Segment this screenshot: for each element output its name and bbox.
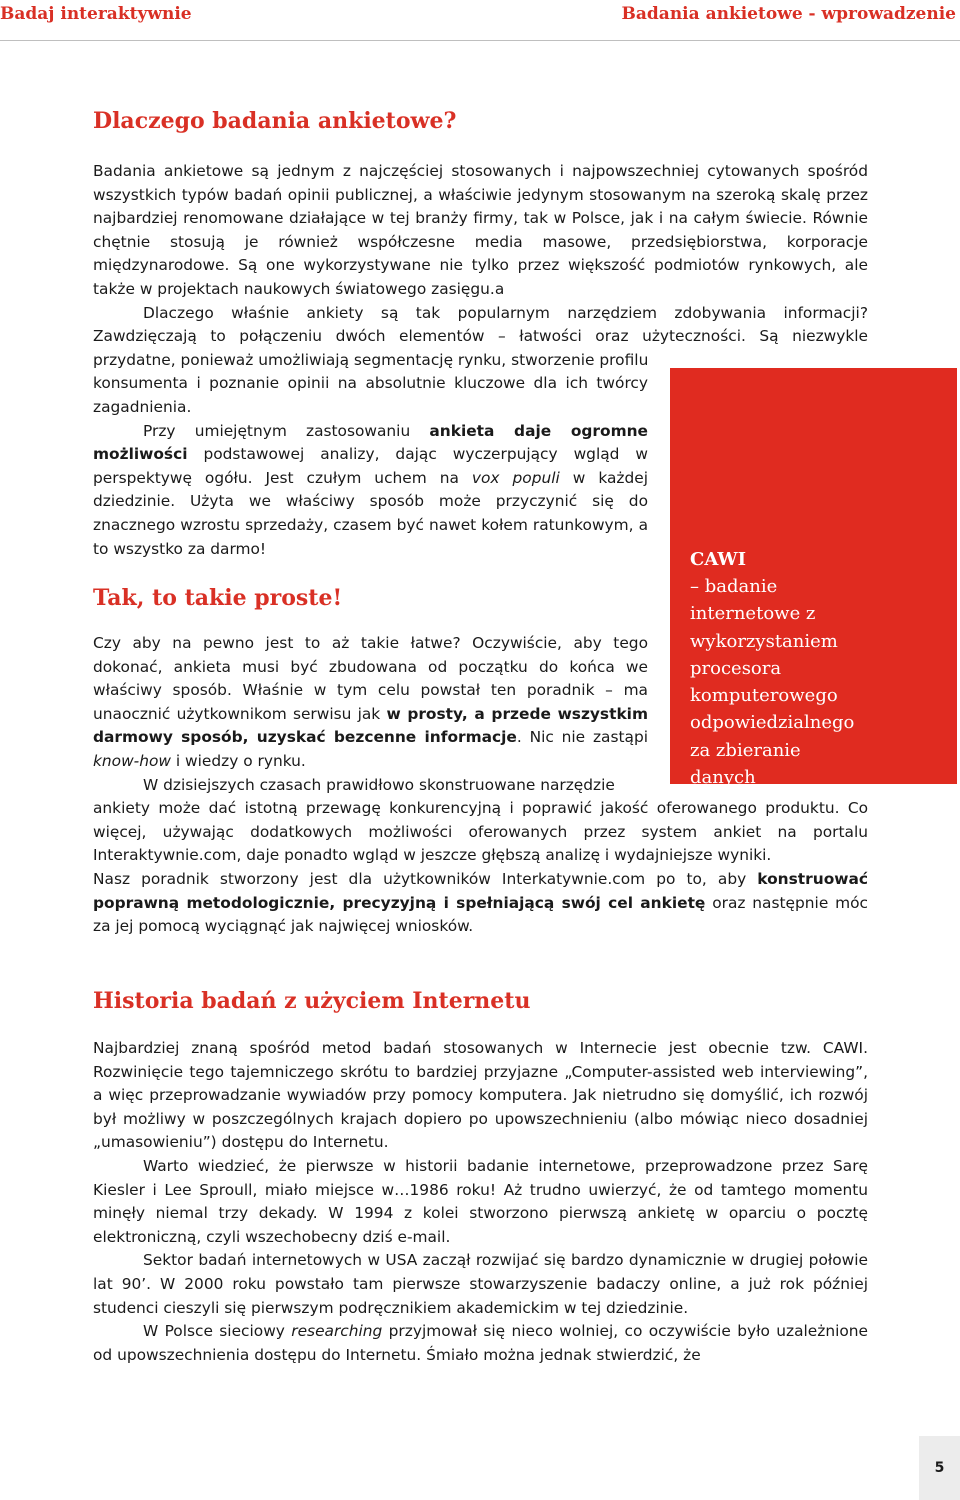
- paragraph: Warto wiedzieć, że pierwsze w historii badanie internetowe, przeprowadzone przez Sarę Kiesler i Lee Sproull, miało miejsce w…1986 roku! Aż trudno uwierzyć, że od tamtego momentu minęły niemal trzy dekady. W 1994 z kolei stworzono pierwszą ankietę w oparciu o pocztę elektroniczną, czyli wszechobecny dziś e-mail.: [93, 1156, 868, 1246]
- section-heading: Dlaczego badania ankietowe?: [93, 108, 457, 134]
- page-number: [919, 1436, 960, 1500]
- paragraph: Czy aby na pewno jest to aż takie łatwe? Oczywiście, aby tego dokonać, ankieta musi być zbudowana od początku do końca we właściwy sposób. Właśnie w tym celu powstał ten poradnik – ma unaocznić użytkownikom serwisu jak w prosty, a przede wszystkim darmowy sposób, uzyskać bezcenne informacje. Nic nie zastąpi know-how i wiedzy o rynku.: [93, 634, 649, 770]
- paragraph: W dzisiejszych czasach prawidłowo skonstruowane narzędzie: [143, 775, 615, 794]
- paragraph: Najbardziej znaną spośród metod badań stosowanych w Internecie jest obecnie tzw. CAWI. Rozwinięcie tego tajemniczego skrótu to bardziej przyjazne „Computer-assisted web interviewing”, a więc przeprowadzanie wywiadów przy pomocy komputera. Jak nietrudno się domyślić, ich rozwój był możliwy w poszczególnych krajach dopiero po upowszechnieniu (albo mówiąc nieco dosadniej „umasowieniu”) dostępu do Internetu.: [93, 1039, 868, 1152]
- paragraph: Przy umiejętnym zastosowaniu ankieta daje ogromne możliwości podstawowej analizy, dając wyczerpujący wgląd w perspektywę ogółu. Jest czułym uchem na vox populi w każdej dziedzinie. Użyta we właściwy sposób może przyczynić się do znacznego wzrostu sprzedaży, czasem być nawet kołem ratunkowym, a to wszystko za darmo!: [93, 421, 649, 558]
- paragraph: ankiety może dać istotną przewagę konkurencyjną i poprawić jakość oferowanego produktu. Co więcej, używając dodatkowych możliwości oferowanych przez system ankiet na portalu Interaktywnie.com, daje ponadto wgląd w jeszcze głębszą analizę i wydajniejsze wyniki.: [93, 799, 868, 865]
- section-heading: Historia badań z użyciem Internetu: [93, 988, 531, 1014]
- section-internet-history: [93, 987, 868, 1367]
- brand-label: Badaj interaktywnie: [0, 4, 192, 24]
- paragraph: W Polsce sieciowy researching przyjmował się nieco wolniej, co oczywiście było uzależnione od upowszechnienia dostępu do Internetu. Śmiało można jednak stwierdzić, że: [93, 1322, 868, 1364]
- paragraph: konsumenta i poznanie opinii na absolutnie kluczowe dla ich twórcy zagadnienia.: [93, 374, 648, 416]
- paragraph: Nasz poradnik stworzony jest dla użytkowników Interkatywnie.com po to, aby konstruować poprawną metodologicznie, precyzyjną i spełniającą swój cel ankietę oraz następnie móc za jej pomocą wyciągnąć jak najwięcej wniosków.: [93, 869, 868, 936]
- header-divider: [0, 40, 960, 41]
- page-number-label: 5: [934, 1460, 945, 1476]
- sidebar-title: CAWI: [690, 549, 747, 570]
- section-heading: Tak, to takie proste!: [93, 585, 343, 611]
- paragraph: Dlaczego właśnie ankiety są tak popularnym narzędziem zdobywania informacji? Zawdzięczają to połączeniu dwóch elementów – łatwości oraz użyteczności. Są niezwykle przydatne, ponieważ umożliwiają segmentację rynku, stworzenie profilu: [93, 303, 868, 369]
- page-header: [0, 0, 960, 32]
- section-so-simple: [93, 584, 868, 939]
- sidebar-description: – badanie internetowe z wykorzystaniem procesora komputerowego odpowiedzialnego za zbieranie danych: [690, 576, 855, 789]
- paragraph: Badania ankietowe są jednym z najczęściej stosowanych i najpowszechniej cytowanych spośród wszystkich typów badań opinii publicznej, a właściwie jedynym stosowanym na szeroką skalę przez najbardziej renomowane działające w tej branży firmy, tak w Polsce, jak i na całym świecie. Równie chętnie stosują je również współczesne media masowe, przedsiębiorstwa, korporacje międzynarodowe. Są one wykorzystywane nie tylko przez większość podmiotów rynkowych, ale także w projektach naukowych światowego zasięgu.a: [93, 162, 868, 298]
- document-title: Badania ankietowe - wprowadzenie: [621, 4, 956, 24]
- paragraph: Sektor badań internetowych w USA zaczął rozwijać się bardzo dynamicznie w drugiej połowie lat 90’. W 2000 roku powstało tam pierwsze stowarzyszenie badaczy online, a już rok później studenci cieszyli się pierwszym podręcznikiem akademickim w tej dziedzinie.: [93, 1251, 868, 1317]
